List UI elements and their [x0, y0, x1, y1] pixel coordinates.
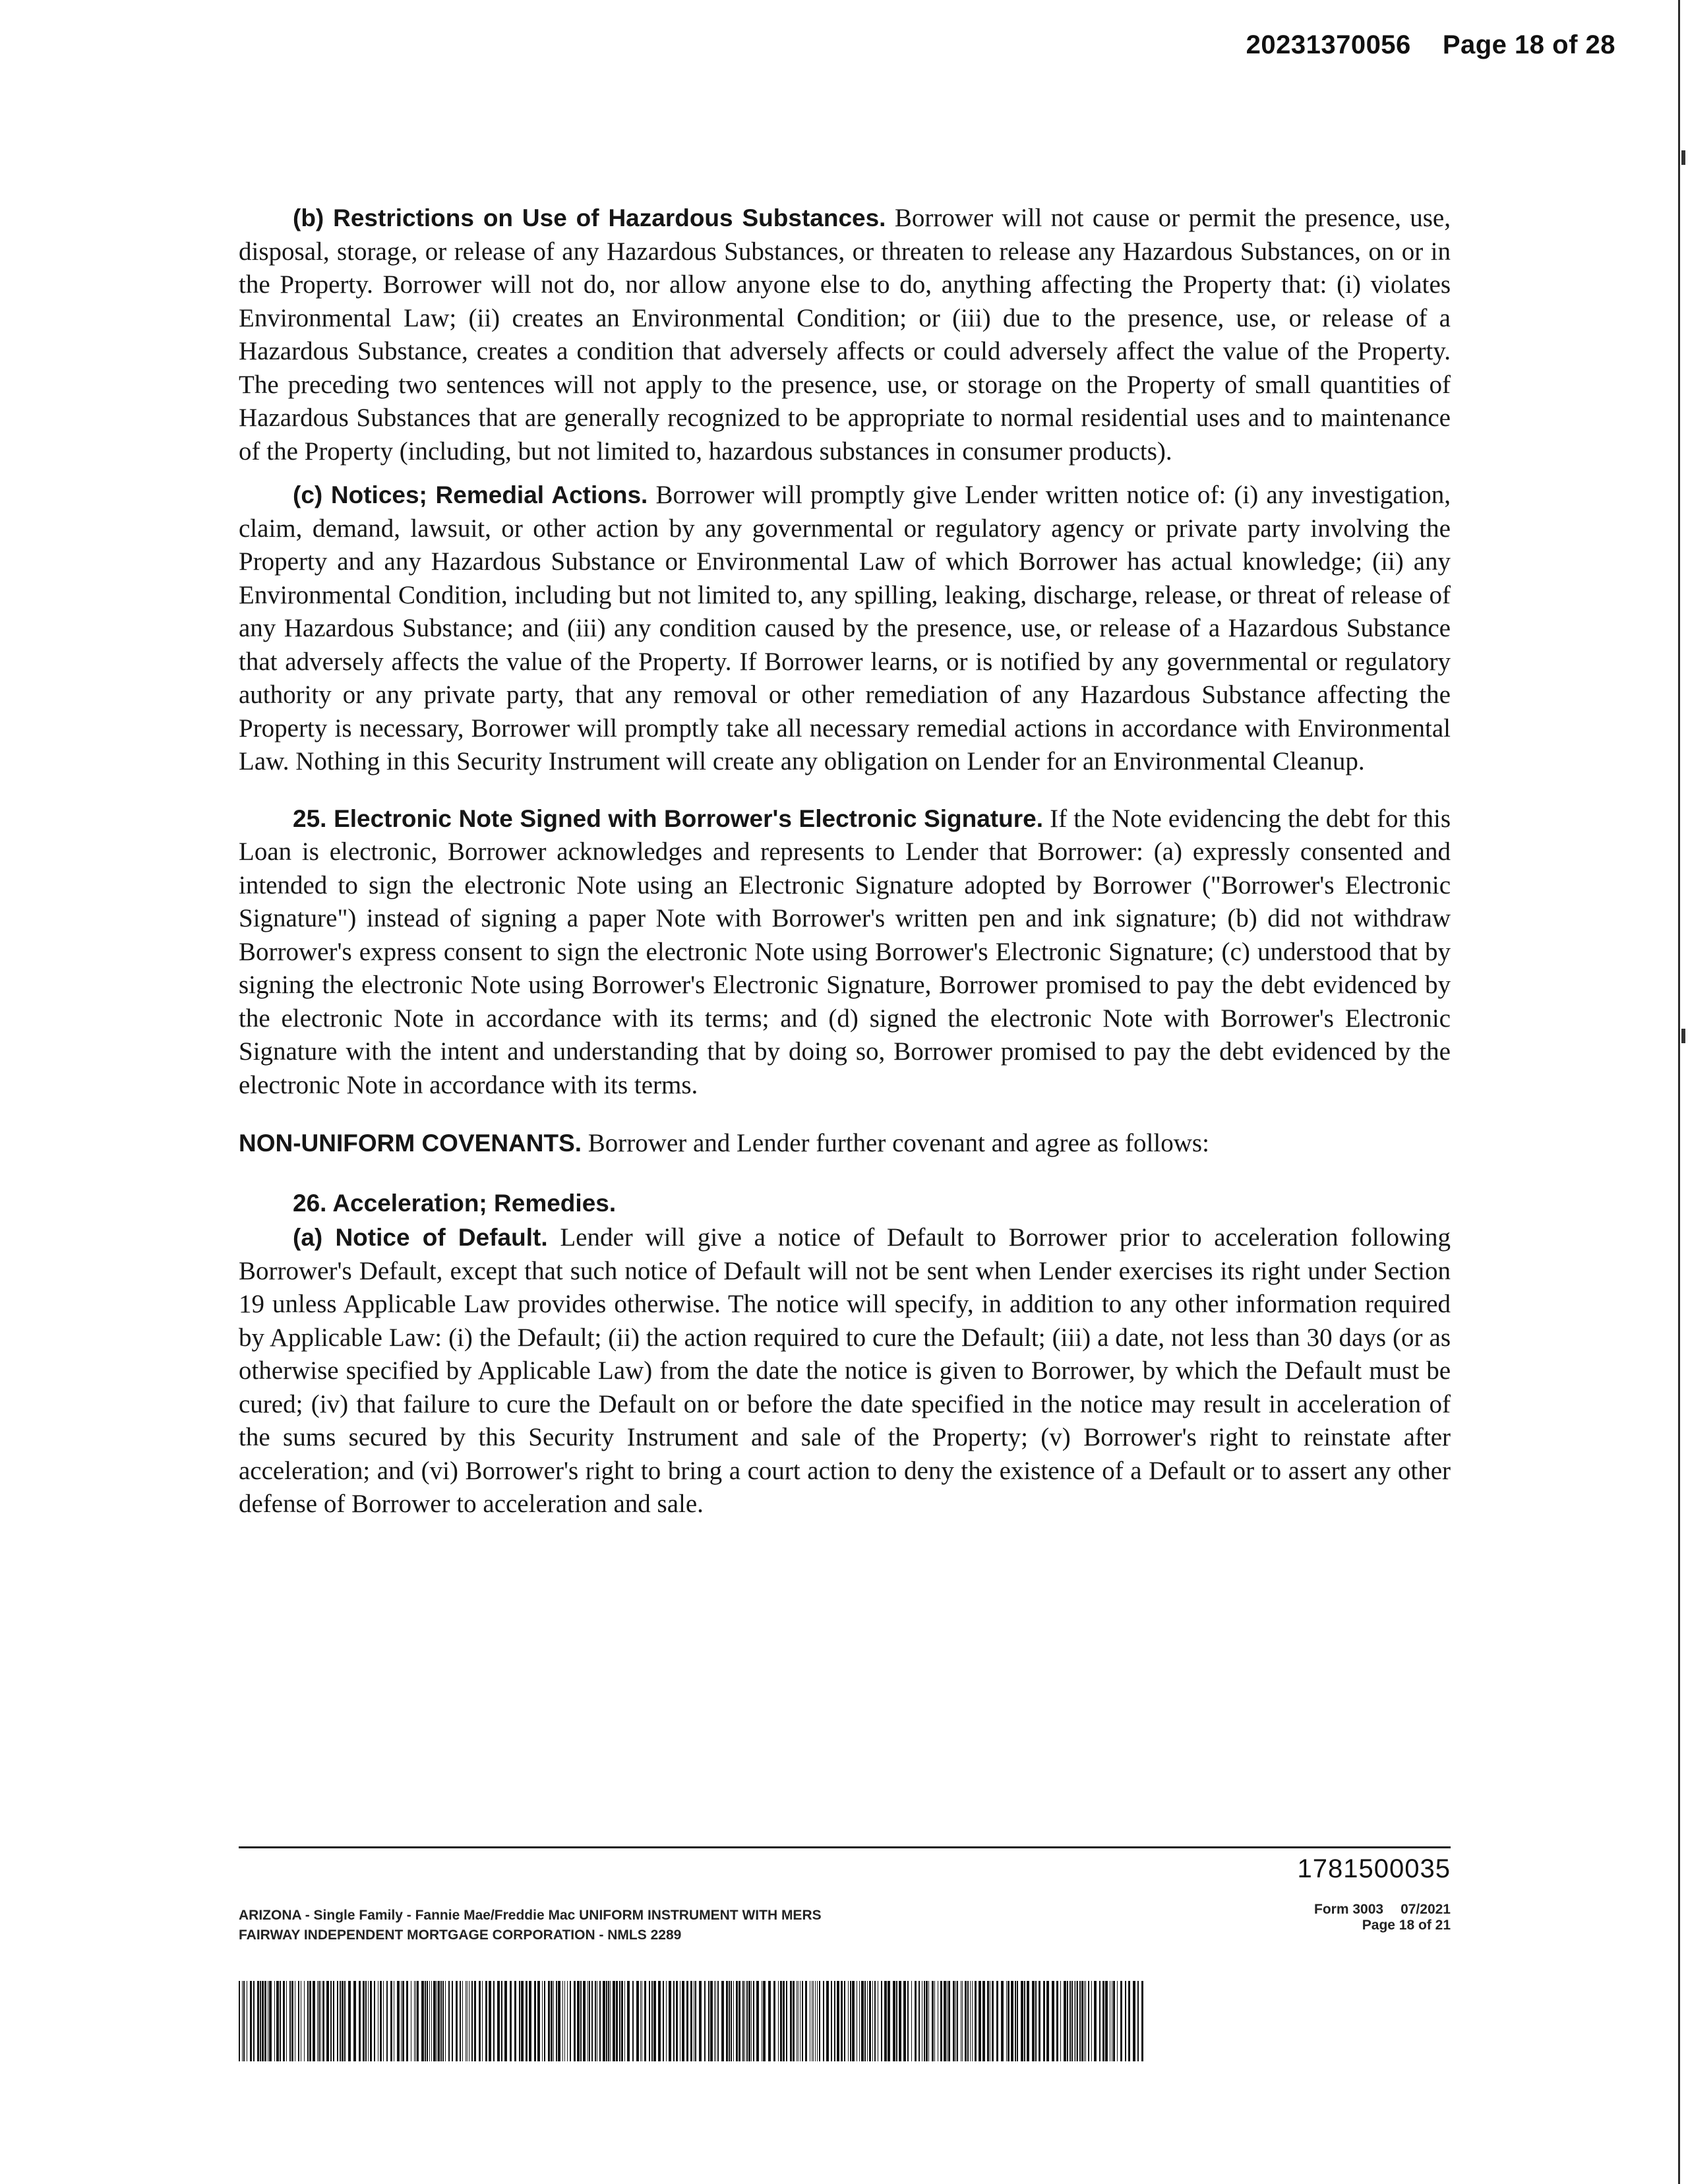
barcode-icon — [239, 1981, 1147, 2061]
section-text-25: If the Note evidencing the debt for this Loan is electronic, Borrower acknowledges and represents to Lender that Borrower: (a) expressly consented and intended to sign the electronic Note using an Electronic Signature adopted by Borrower ("Borrower's Electronic Signature") instead of signing a paper Note with Borrower's written pen and ink signature; (b) did not withdraw Borrower's express consent to sign the electronic Note using Borrower's Electronic Signature; (c) understood that by signing the electronic Note using Borrower's Electronic Signature, Borrower promised to pay the debt evidenced by the electronic Note in accordance with its terms; and (d) signed the electronic Note with Borrower's Electronic Signature with the intent and understanding that by doing so, Borrower promised to pay the debt evidenced by the electronic Note in accordance with its terms. — [239, 804, 1451, 1099]
section-heading-nonuniform: NON-UNIFORM COVENANTS. — [239, 1130, 582, 1157]
section-text-c: Borrower will promptly give Lender written notice of: (i) any investigation, claim, demand, lawsuit, or other action by any governmental or regulatory agency or private party involving the Property and any Hazardous Substance or Environmental Law of which Borrower has actual knowledge; (ii) any Environmental Condition, including but not limited to, any spilling, leaking, discharge, release, or threat of release of any Hazardous Substance; and (iii) any condition caused by the presence, use, or release of a Hazardous Substance that adversely affects the value of the Property. If Borrower learns, or is notified by any governmental or regulatory authority or any private party, that any removal or other remediation of any Hazardous Substance affecting the Property is necessary, Borrower will promptly take all necessary remedial actions in accordance with Environmental Law. Nothing in this Security Instrument will create any obligation on Lender for an Environmental Cleanup. — [239, 481, 1451, 775]
document-number: 20231370056 — [1246, 30, 1411, 59]
scan-edge-line — [1678, 0, 1680, 2184]
form-date: 07/2021 — [1401, 1902, 1451, 1917]
footer-divider — [239, 1846, 1451, 1848]
paragraph-notices-remedial — [239, 479, 1451, 779]
form-identifier — [1314, 1902, 1451, 1933]
paragraph-restrictions-hazardous — [239, 202, 1451, 468]
loan-number: 1781500035 — [1297, 1854, 1451, 1883]
section-heading-b: (b) Restrictions on Use of Hazardous Substances. — [293, 204, 886, 231]
section-text-b: Borrower will not cause or permit the presence, use, disposal, storage, or release of any Hazardous Substances, or threaten to release any Hazardous Substances, on or in the Property. Borrower will not do, nor allow anyone else to do, anything affecting the Property that: (i) violates Environmental Law; (ii) creates an Environmental Condition; or (iii) due to the presence, use, or release of a Hazardous Substance, creates a condition that adversely affects or could adversely affect the value of the Property. The preceding two sentences will not apply to the presence, use, or storage on the Property of small quantities of Hazardous Substances that are generally recognized to be appropriate to normal residential uses and to maintenance of the Property (including, but not limited to, hazardous substances in consumer products). — [239, 204, 1451, 466]
form-line-2: FAIRWAY INDEPENDENT MORTGAGE CORPORATION - NMLS 2289 — [239, 1927, 682, 1943]
form-line-1: ARIZONA - Single Family - Fannie Mae/Freddie Mac UNIFORM INSTRUMENT WITH MERS — [239, 1908, 822, 1923]
document-body — [239, 202, 1451, 1521]
form-number: Form 3003 — [1314, 1902, 1384, 1917]
scan-edge-tick — [1681, 150, 1685, 165]
section-heading-26: 26. Acceleration; Remedies. — [293, 1189, 617, 1217]
section-heading-c: (c) Notices; Remedial Actions. — [293, 481, 648, 508]
section-heading-26a: (a) Notice of Default. — [293, 1224, 548, 1251]
section-text-26a: Lender will give a notice of Default to Borrower prior to acceleration following Borrower's Default, except that such notice of Default will not be sent when Lender exercises its right under Section 19 unless Applicable Law provides otherwise. The notice will specify, in addition to any other information required by Applicable Law: (i) the Default; (ii) the action required to cure the Default; (iii) a date, not less than 30 days (or as otherwise specified by Applicable Law) from the date the notice is given to Borrower, by which the Default must be cured; (iv) that failure to cure the Default on or before the date specified in the notice may result in acceleration of the sums secured by this Security Instrument and sale of the Property; (v) Borrower's right to reinstate after acceleration; and (vi) Borrower's right to bring a court action to deny the existence of a Default or to assert any other defense of Borrower to acceleration and sale. — [239, 1223, 1451, 1518]
scan-edge-tick — [1681, 1029, 1685, 1043]
paragraph-acceleration-remedies — [239, 1187, 1451, 1221]
recording-header — [1246, 30, 1615, 60]
form-page: Page 18 of 21 — [1362, 1918, 1451, 1933]
section-heading-25: 25. Electronic Note Signed with Borrower's Electronic Signature. — [293, 804, 1043, 832]
paragraph-non-uniform-covenants — [239, 1127, 1451, 1161]
form-description — [239, 1906, 822, 1945]
paragraph-electronic-note — [239, 803, 1451, 1103]
recorder-page-label: Page 18 of 28 — [1442, 30, 1615, 59]
section-text-nonuniform: Borrower and Lender further covenant and agree as follows: — [588, 1129, 1209, 1157]
paragraph-notice-of-default — [239, 1221, 1451, 1521]
